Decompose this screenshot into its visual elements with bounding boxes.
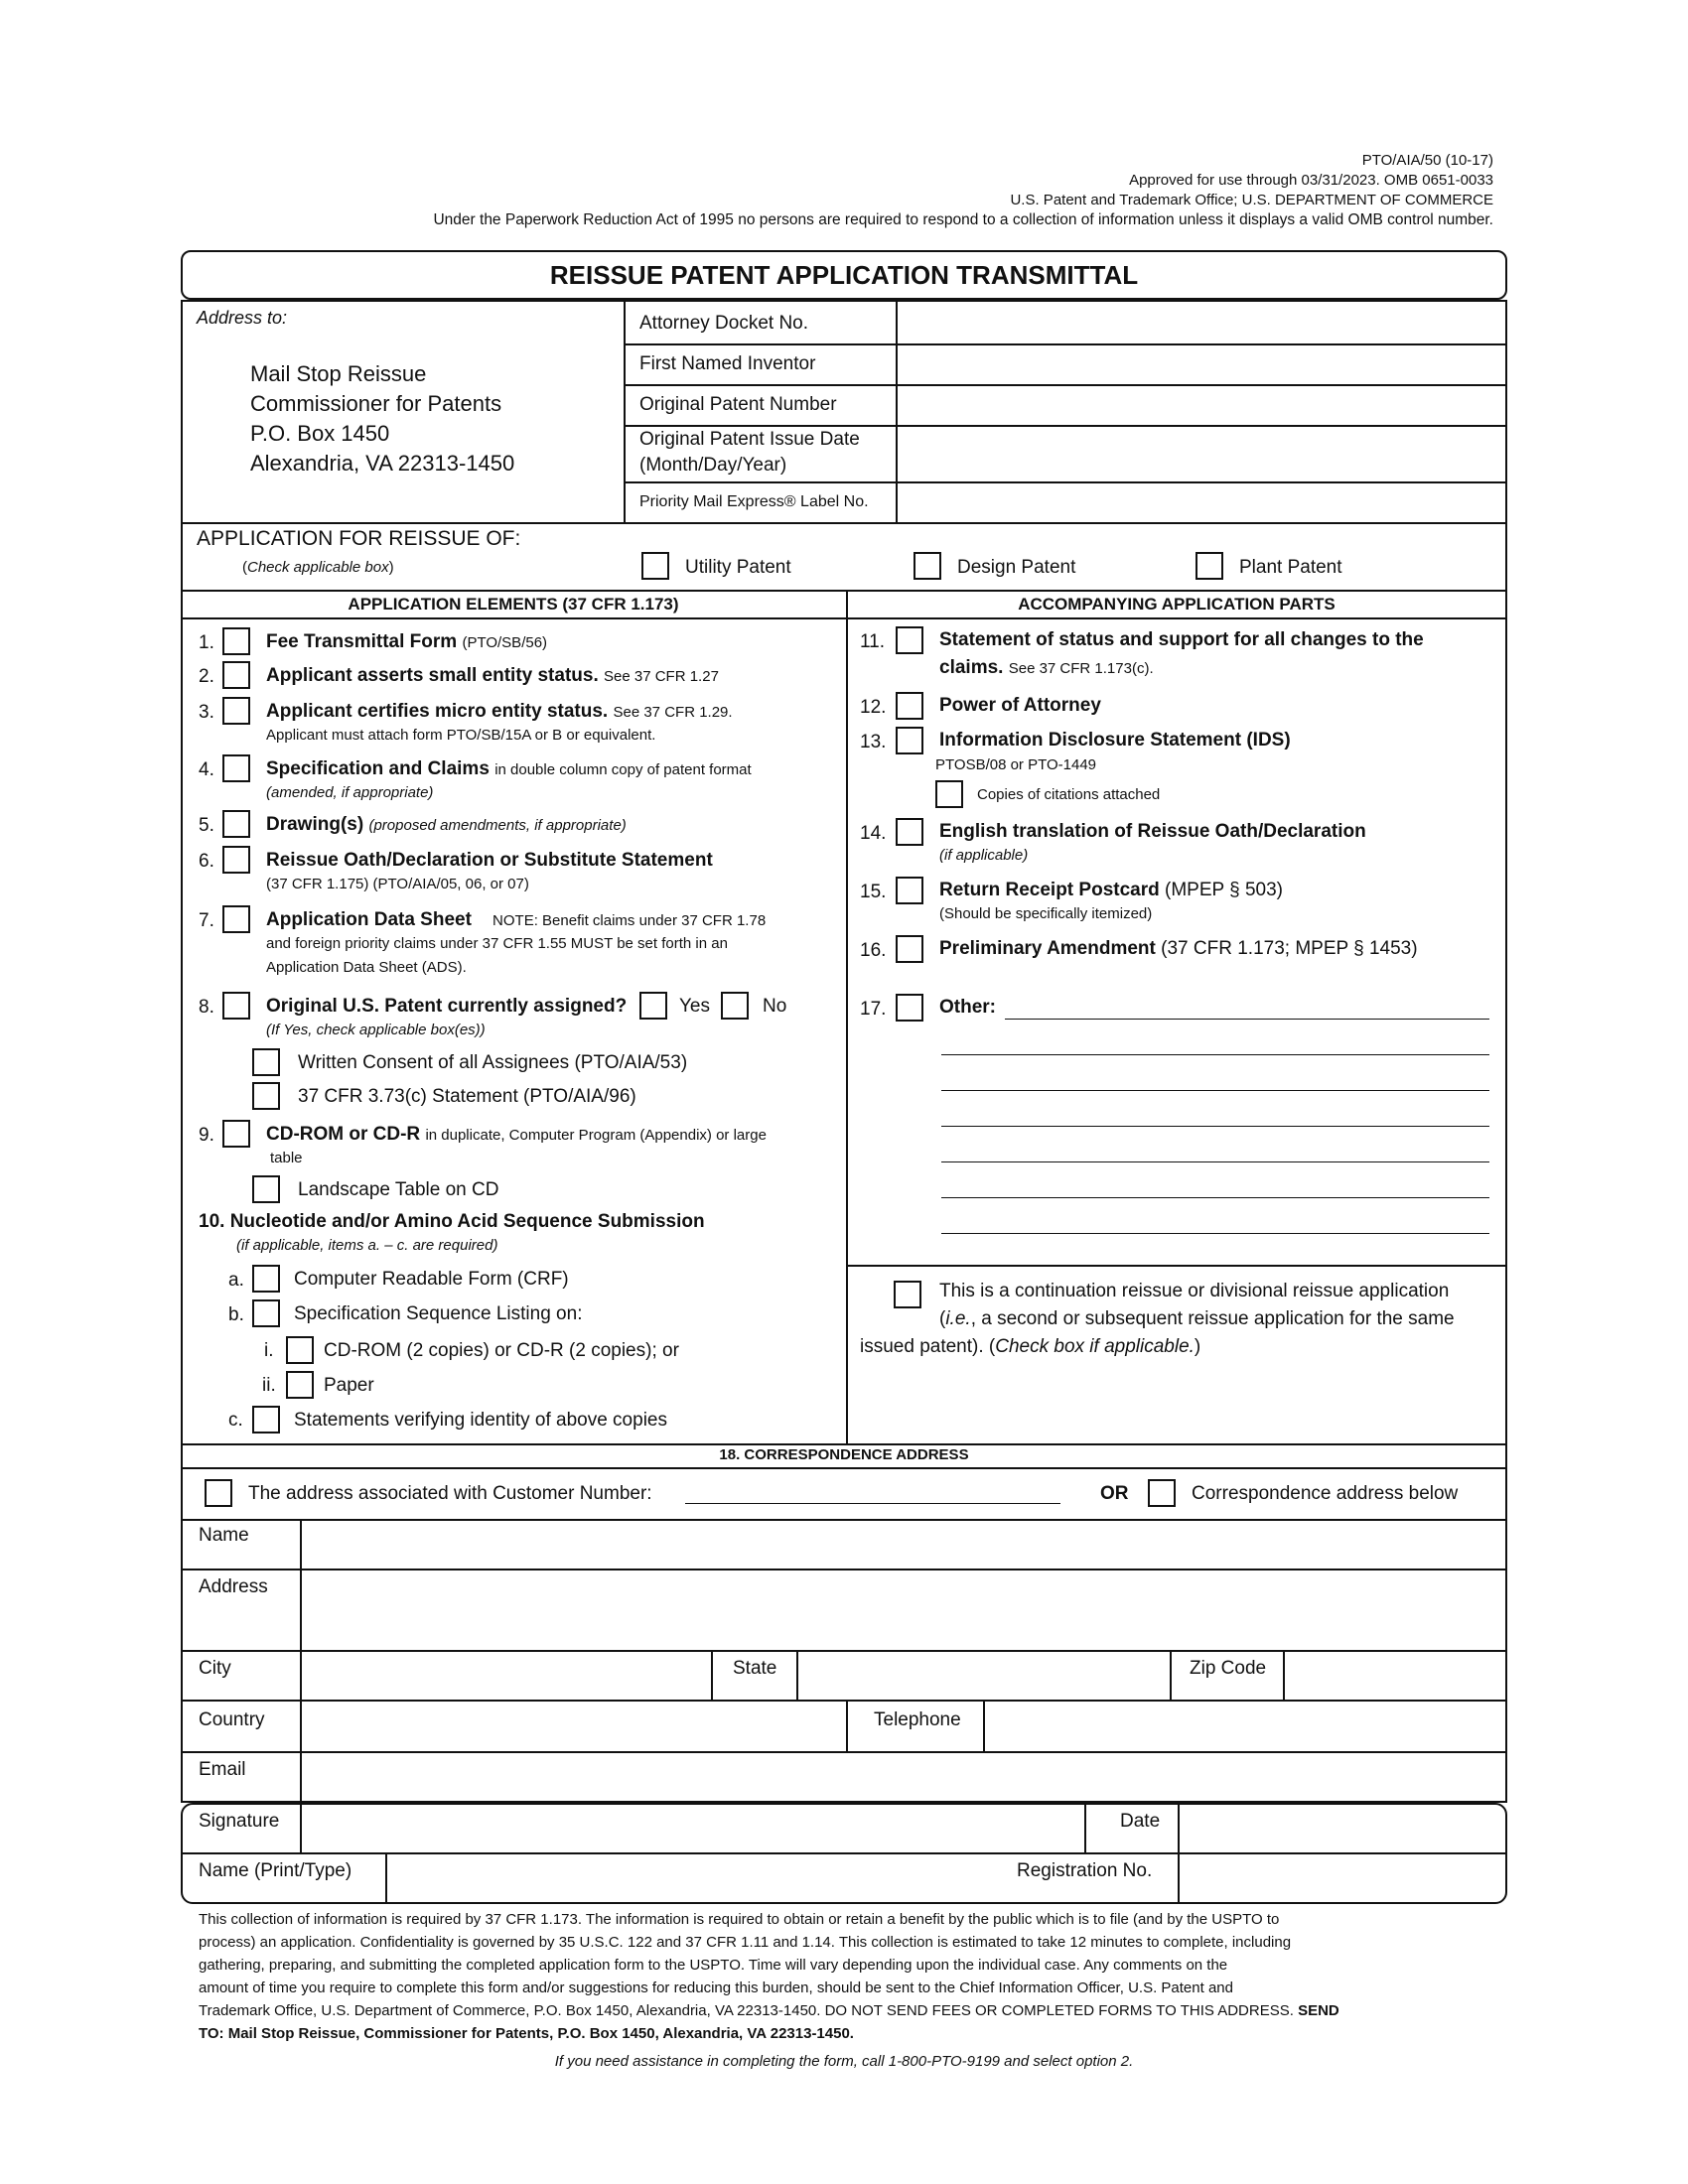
divider — [624, 343, 1507, 345]
divider — [181, 1852, 1507, 1854]
correspondence-heading: 18. CORRESPONDENCE ADDRESS — [719, 1446, 969, 1463]
patent-number-field[interactable] — [900, 388, 1503, 423]
assigned-yes-checkbox[interactable] — [639, 992, 667, 1020]
cfr-373c-label: 37 CFR 3.73(c) Statement (PTO/AIA/96) — [298, 1086, 636, 1107]
other-input-line[interactable] — [1005, 1019, 1489, 1020]
registration-label: Registration No. — [1017, 1860, 1153, 1881]
return-postcard-note: (Should be specifically itemized) — [939, 905, 1153, 922]
english-translation-label: English translation of Reissue Oath/Declaration — [939, 821, 1366, 842]
cd-rom-label: CD-ROM or CD-R in duplicate, Computer Program (Appendix) or large — [266, 1124, 767, 1145]
crf-checkbox[interactable] — [252, 1265, 280, 1293]
divider — [181, 1467, 1507, 1469]
item-number: 3. — [199, 702, 214, 723]
divider — [181, 590, 1507, 592]
address-line: Alexandria, VA 22313-1450 — [250, 451, 515, 476]
divider — [624, 425, 1507, 427]
burden-line: amount of time you require to complete this form and/or suggestions for reducing this burden, should be sent to the Chief Information Officer, U.S. Patent and — [199, 1979, 1233, 1996]
continuation-reissue-text: (i.e., a second or subsequent reissue application for the same — [939, 1308, 1455, 1329]
item-number: 5. — [199, 815, 214, 836]
divider — [181, 1700, 1507, 1702]
cd-rom-note: table — [270, 1150, 303, 1166]
divider — [624, 300, 626, 523]
specification-claims-checkbox[interactable] — [222, 754, 250, 782]
reissue-hint: (Check applicable box) — [242, 559, 394, 576]
patent-assigned-label: Original U.S. Patent currently assigned? — [266, 996, 628, 1017]
micro-entity-checkbox[interactable] — [222, 697, 250, 725]
telephone-label: Telephone — [874, 1709, 961, 1730]
sequence-cd-checkbox[interactable] — [286, 1336, 314, 1364]
other-input-line[interactable] — [941, 1054, 1489, 1055]
country-field[interactable] — [304, 1704, 844, 1749]
approval-line: Approved for use through 03/31/2023. OMB 0651-0033 — [1129, 172, 1493, 189]
written-consent-label: Written Consent of all Assignees (PTO/AIA/53) — [298, 1052, 688, 1073]
assigned-note: (If Yes, check applicable box(es)) — [266, 1022, 486, 1038]
copies-citations-checkbox[interactable] — [935, 780, 963, 808]
address-field-label: Address — [199, 1576, 268, 1597]
ads-note: and foreign priority claims under 37 CFR 1.55 MUST be set forth in an — [266, 935, 728, 952]
design-patent-checkbox[interactable] — [914, 552, 941, 580]
issue-date-format: (Month/Day/Year) — [639, 455, 787, 476]
assistance-line: If you need assistance in completing the form, call 1-800-PTO-9199 and select option 2. — [554, 2053, 1134, 2070]
other-input-line[interactable] — [941, 1197, 1489, 1198]
right-column-heading: ACCOMPANYING APPLICATION PARTS — [1018, 595, 1336, 614]
fee-transmittal-label: Fee Transmittal Form (PTO/SB/56) — [266, 631, 548, 652]
other-input-line[interactable] — [941, 1126, 1489, 1127]
divider — [181, 1519, 1507, 1521]
continuation-reissue-text: This is a continuation reissue or divisional reissue application — [939, 1281, 1450, 1301]
date-label: Date — [1120, 1811, 1161, 1832]
name-field[interactable] — [304, 1523, 1503, 1567]
ids-checkbox[interactable] — [896, 727, 923, 754]
micro-entity-note: Applicant must attach form PTO/SB/15A or B or equivalent. — [266, 727, 656, 744]
statements-identity-label: Statements verifying identity of above copies — [294, 1410, 667, 1431]
divider — [385, 1852, 387, 1904]
divider — [1283, 1650, 1285, 1700]
small-entity-label: Applicant asserts small entity status. See 37 CFR 1.27 — [266, 665, 719, 686]
design-patent-label: Design Patent — [957, 557, 1076, 578]
burden-line: gathering, preparing, and submitting the completed application form to the USPTO. Time will vary depending upon the individual case. Any comments on the — [199, 1957, 1228, 1974]
divider — [181, 522, 1507, 524]
or-label: OR — [1100, 1483, 1129, 1504]
registration-field[interactable] — [1182, 1856, 1503, 1900]
sequence-submission-note: (if applicable, items a. – c. are required) — [236, 1237, 498, 1254]
ids-label: Information Disclosure Statement (IDS) — [939, 730, 1291, 751]
city-field[interactable] — [304, 1654, 709, 1698]
preliminary-amendment-checkbox[interactable] — [896, 935, 923, 963]
micro-entity-label: Applicant certifies micro entity status. See 37 CFR 1.29. — [266, 701, 733, 722]
address-label: Address to: — [197, 308, 288, 328]
item-letter: a. — [228, 1270, 244, 1291]
divider — [1170, 1650, 1172, 1700]
item-number: 4. — [199, 759, 214, 780]
patent-assigned-checkbox[interactable] — [222, 992, 250, 1020]
item-number: 17. — [860, 999, 887, 1020]
issue-date-label: Original Patent Issue Date — [639, 429, 860, 450]
item-number: 7. — [199, 910, 214, 931]
ids-note: PTOSB/08 or PTO-1449 — [935, 756, 1097, 773]
other-checkbox[interactable] — [896, 994, 923, 1022]
power-of-attorney-label: Power of Attorney — [939, 695, 1101, 716]
written-consent-checkbox[interactable] — [252, 1048, 280, 1076]
specification-claims-note: (amended, if appropriate) — [266, 784, 434, 801]
sequence-listing-checkbox[interactable] — [252, 1299, 280, 1327]
print-name-label: Name (Print/Type) — [199, 1860, 352, 1881]
burden-line: TO: Mail Stop Reissue, Commissioner for Patents, P.O. Box 1450, Alexandria, VA 22313-1450. — [199, 2025, 854, 2042]
agency-line: U.S. Patent and Trademark Office; U.S. DEPARTMENT OF COMMERCE — [1010, 192, 1493, 208]
sequence-submission-label: 10. Nucleotide and/or Amino Acid Sequence Submission — [199, 1211, 705, 1232]
ads-note: Application Data Sheet (ADS). — [266, 959, 467, 976]
left-column-heading: APPLICATION ELEMENTS (37 CFR 1.173) — [348, 595, 679, 614]
divider — [796, 1650, 798, 1700]
divider — [624, 384, 1507, 386]
cfr-373c-checkbox[interactable] — [252, 1082, 280, 1110]
divider — [300, 1519, 302, 1803]
divider — [846, 1700, 848, 1751]
application-data-sheet-label: Application Data Sheet NOTE: Benefit claims under 37 CFR 1.78 — [266, 909, 767, 930]
city-label: City — [199, 1658, 231, 1679]
plant-patent-label: Plant Patent — [1239, 557, 1342, 578]
statements-identity-checkbox[interactable] — [252, 1406, 280, 1433]
first-inventor-label: First Named Inventor — [639, 353, 816, 374]
copies-citations-label: Copies of citations attached — [977, 786, 1161, 803]
burden-line: Trademark Office, U.S. Department of Commerce, P.O. Box 1450, Alexandria, VA 22313-1450. DO NOT SEND FEES OR COMPLETED FORMS TO THIS ADDRESS. SEND — [199, 2002, 1339, 2019]
name-label: Name — [199, 1525, 249, 1546]
continuation-reissue-text: issued patent). (Check box if applicable.) — [860, 1336, 1201, 1357]
item-letter: ii. — [262, 1375, 276, 1396]
english-translation-note: (if applicable) — [939, 847, 1029, 864]
reissue-oath-label: Reissue Oath/Declaration or Substitute Statement — [266, 850, 713, 871]
reissue-oath-note: (37 CFR 1.175) (PTO/AIA/05, 06, or 07) — [266, 876, 529, 892]
telephone-field[interactable] — [987, 1704, 1503, 1749]
assigned-no-label: No — [763, 996, 787, 1017]
divider — [181, 1751, 1507, 1753]
item-number: 15. — [860, 882, 887, 902]
state-label: State — [733, 1658, 777, 1679]
date-field[interactable] — [1182, 1807, 1503, 1850]
other-input-line[interactable] — [941, 1233, 1489, 1234]
item-letter: b. — [228, 1304, 244, 1325]
divider — [896, 300, 898, 523]
burden-statement — [199, 1908, 1509, 2045]
preliminary-amendment-label: Preliminary Amendment (37 CFR 1.173; MPEP § 1453) — [939, 938, 1418, 959]
divider — [711, 1650, 713, 1700]
address-line: P.O. Box 1450 — [250, 421, 390, 446]
paperwork-notice: Under the Paperwork Reduction Act of 1995 no persons are required to respond to a collection of information unless it displays a valid OMB control number. — [433, 211, 1493, 228]
signature-field[interactable] — [304, 1807, 1082, 1850]
fee-transmittal-checkbox[interactable] — [222, 627, 250, 655]
reissue-of-heading: APPLICATION FOR REISSUE OF: — [197, 527, 521, 550]
sequence-cd-label: CD-ROM (2 copies) or CD-R (2 copies); or — [324, 1340, 679, 1361]
item-number: 13. — [860, 732, 887, 752]
return-postcard-label: Return Receipt Postcard (MPEP § 503) — [939, 880, 1283, 900]
utility-patent-checkbox[interactable] — [641, 552, 669, 580]
other-input-line[interactable] — [941, 1161, 1489, 1162]
statement-status-label-2: claims. See 37 CFR 1.173(c). — [939, 657, 1154, 678]
statement-status-checkbox[interactable] — [896, 626, 923, 654]
address-line: Commissioner for Patents — [250, 391, 502, 416]
divider — [1084, 1803, 1086, 1852]
item-number: 9. — [199, 1125, 214, 1146]
address-field[interactable] — [304, 1572, 1503, 1648]
zip-field[interactable] — [1287, 1654, 1503, 1698]
english-translation-checkbox[interactable] — [896, 818, 923, 846]
item-letter: c. — [228, 1410, 243, 1431]
landscape-table-checkbox[interactable] — [252, 1175, 280, 1203]
sequence-paper-checkbox[interactable] — [286, 1371, 314, 1399]
drawings-checkbox[interactable] — [222, 810, 250, 838]
statement-status-label: Statement of status and support for all changes to the — [939, 629, 1424, 650]
correspondence-below-label: Correspondence address below — [1192, 1483, 1459, 1504]
divider — [181, 617, 1507, 619]
divider — [181, 1443, 1507, 1445]
specification-claims-label: Specification and Claims in double column copy of patent format — [266, 758, 752, 779]
divider — [181, 1569, 1507, 1570]
other-label: Other: — [939, 997, 996, 1018]
customer-number-input[interactable] — [685, 1503, 1060, 1504]
correspondence-below-checkbox[interactable] — [1148, 1479, 1176, 1507]
form-id: PTO/AIA/50 (10-17) — [1361, 152, 1493, 169]
email-field[interactable] — [304, 1755, 1503, 1801]
item-number: 14. — [860, 823, 887, 844]
divider — [624, 481, 1507, 483]
other-input-line[interactable] — [941, 1090, 1489, 1091]
sequence-paper-label: Paper — [324, 1375, 374, 1396]
priority-mail-field[interactable] — [900, 485, 1503, 520]
burden-line: process) an application. Confidentiality is governed by 35 U.S.C. 122 and 37 CFR 1.11 and 1.14. This collection is estimated to take 12 minutes to complete, including — [199, 1934, 1292, 1951]
divider — [1178, 1803, 1180, 1904]
country-label: Country — [199, 1709, 265, 1730]
landscape-table-label: Landscape Table on CD — [298, 1179, 499, 1200]
print-name-field[interactable] — [389, 1856, 1005, 1900]
item-letter: i. — [264, 1340, 274, 1361]
email-label: Email — [199, 1759, 246, 1780]
small-entity-checkbox[interactable] — [222, 661, 250, 689]
item-number: 16. — [860, 940, 887, 961]
form-title: REISSUE PATENT APPLICATION TRANSMITTAL — [549, 260, 1139, 290]
drawings-label: Drawing(s) (proposed amendments, if appropriate) — [266, 814, 627, 835]
return-postcard-checkbox[interactable] — [896, 877, 923, 904]
divider — [300, 1803, 302, 1852]
sequence-listing-label: Specification Sequence Listing on: — [294, 1303, 583, 1324]
issue-date-field[interactable] — [900, 429, 1503, 479]
utility-patent-label: Utility Patent — [685, 557, 791, 578]
divider — [181, 1650, 1507, 1652]
first-inventor-field[interactable] — [900, 347, 1503, 382]
item-number: 11. — [860, 631, 886, 652]
address-line: Mail Stop Reissue — [250, 361, 427, 386]
item-number: 8. — [199, 997, 214, 1018]
cd-rom-checkbox[interactable] — [222, 1120, 250, 1148]
application-data-sheet-checkbox[interactable] — [222, 905, 250, 933]
zip-label: Zip Code — [1190, 1658, 1267, 1679]
state-field[interactable] — [800, 1654, 1168, 1698]
continuation-reissue-checkbox[interactable] — [894, 1281, 921, 1308]
customer-number-checkbox[interactable] — [205, 1479, 232, 1507]
item-number: 6. — [199, 851, 214, 872]
patent-number-label: Original Patent Number — [639, 394, 837, 415]
item-number: 1. — [199, 632, 214, 653]
item-number: 2. — [199, 666, 214, 687]
item-number: 12. — [860, 697, 887, 718]
divider — [983, 1700, 985, 1751]
assigned-no-checkbox[interactable] — [721, 992, 749, 1020]
reissue-oath-checkbox[interactable] — [222, 846, 250, 874]
column-divider — [846, 590, 848, 1443]
power-of-attorney-checkbox[interactable] — [896, 692, 923, 720]
plant-patent-checkbox[interactable] — [1196, 552, 1223, 580]
burden-line: This collection of information is required by 37 CFR 1.173. The information is required to obtain or retain a benefit by the public which is to file (and by the USPTO to — [199, 1911, 1280, 1928]
crf-label: Computer Readable Form (CRF) — [294, 1269, 569, 1290]
attorney-docket-field[interactable] — [900, 304, 1503, 341]
divider — [846, 1265, 1507, 1267]
customer-number-label: The address associated with Customer Number: — [248, 1483, 652, 1504]
priority-mail-label: Priority Mail Express® Label No. — [639, 493, 869, 510]
attorney-docket-label: Attorney Docket No. — [639, 313, 809, 334]
assigned-yes-label: Yes — [679, 996, 710, 1017]
signature-label: Signature — [199, 1811, 280, 1832]
